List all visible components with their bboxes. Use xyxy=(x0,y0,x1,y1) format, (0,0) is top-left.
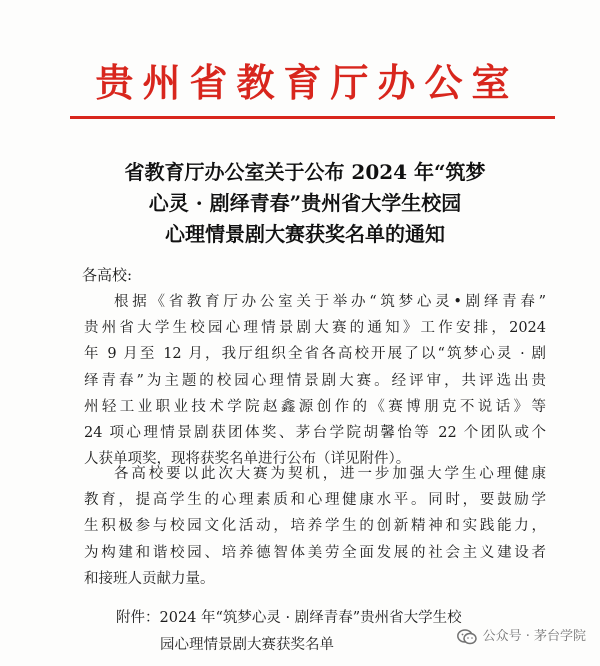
paragraph-line: 教育，提高学生的心理素质和心理健康水平。同时，要鼓励学 xyxy=(84,492,546,509)
paragraph-line: 绎青春”为主题的校园心理情景剧大赛。经评审，共评选出贵 xyxy=(84,372,546,389)
letterhead-title: 贵州省教育厅办公室 xyxy=(95,61,519,105)
document-title-line: 心灵 · 剧绎青春”贵州省大学生校园 xyxy=(148,191,462,215)
watermark-text: 公众号 · 茅台学院 xyxy=(482,629,586,644)
paragraph-line: 生积极参与校园文化活动，培养学生的创新精神和实践能力， xyxy=(84,518,546,535)
paragraph-line: 和接班人贡献力量。 xyxy=(84,570,215,587)
document-title-line: 心理情景剧大赛获奖名单的通知 xyxy=(165,222,445,246)
paragraph-line: 24 项心理情景剧获团体奖、茅台学院胡馨怡等 22 个团队或个 xyxy=(84,425,546,442)
wechat-watermark xyxy=(457,628,586,646)
wechat-official-account-icon xyxy=(457,629,477,645)
paragraph-line: 根据《省教育厅办公室关于举办“筑梦心灵•剧绎青春” xyxy=(114,294,546,310)
attachment-line: 园心理情景剧大赛获奖名单 xyxy=(160,637,334,653)
attachment-line: 附件：2024 年“筑梦心灵 · 剧绎青春”贵州省大学生校 xyxy=(116,610,462,626)
paragraph-line: 为构建和谐校园、培养德智体美劳全面发展的社会主义建设者 xyxy=(84,544,546,561)
salutation: 各高校: xyxy=(82,266,133,284)
document-title-line: 省教育厅办公室关于公布 2024 年“筑梦 xyxy=(124,160,486,184)
paragraph-line: 人获单项奖，现将获奖名单进行公布（详见附件）。 xyxy=(84,451,411,468)
body-paragraph-2 xyxy=(84,461,546,592)
document-title xyxy=(70,157,540,250)
paragraph-line: 州轻工业职业技术学院赵鑫源创作的《赛博朋克不说话》等 xyxy=(84,398,546,415)
paragraph-line: 贵州省大学生校园心理情景剧大赛的通知》工作安排，2024 xyxy=(84,320,546,337)
paragraph-line: 各高校要以此次大赛为契机，进一步加强大学生心理健康 xyxy=(114,466,546,482)
letterhead-divider xyxy=(70,116,555,119)
body-paragraph-1 xyxy=(84,289,546,472)
paragraph-line: 年 9 月至 12 月，我厅组织全省各高校开展了以“筑梦心灵 · 剧 xyxy=(84,346,546,363)
